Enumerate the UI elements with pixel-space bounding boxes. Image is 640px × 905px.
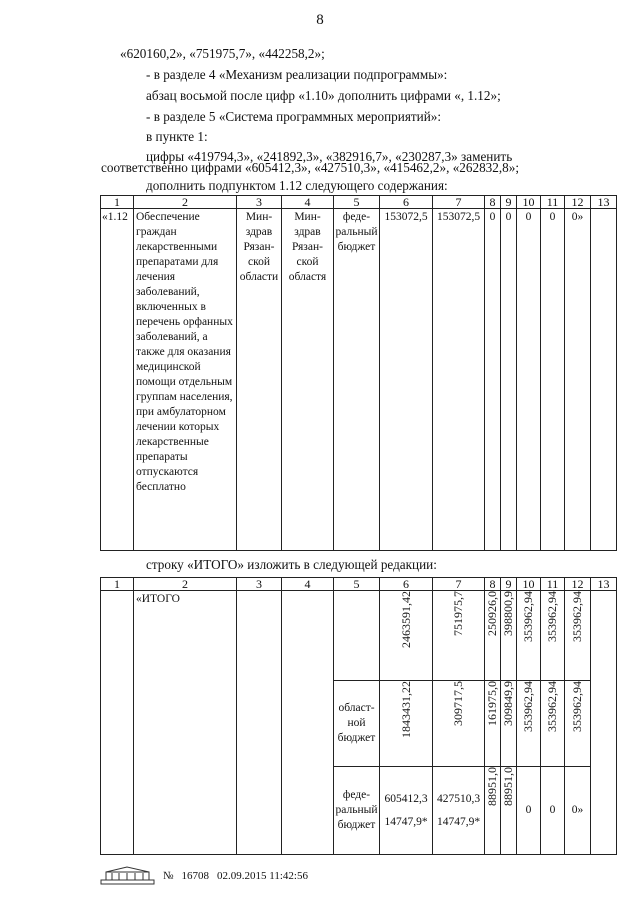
cell-year-value: 353962,94 xyxy=(545,681,559,732)
text-line-3: абзац восьмой после цифр «1.10» дополнить цифрами «, 1.12»; xyxy=(146,88,501,103)
col-header: 5 xyxy=(334,578,380,591)
cell-year-value: 0 xyxy=(541,767,565,855)
cell-year-value: 353962,94 xyxy=(570,591,584,642)
building-logo-icon xyxy=(100,866,155,886)
col-header: 2 xyxy=(134,578,237,591)
cell-empty xyxy=(591,591,617,855)
col-header: 6 xyxy=(380,196,433,209)
table-row-total xyxy=(101,591,617,681)
col-header: 8 xyxy=(485,196,501,209)
col-header: 4 xyxy=(282,578,334,591)
cell-itogo-title: «ИТОГО xyxy=(134,591,237,855)
cell-empty xyxy=(101,591,134,855)
table-subprogram-1-12 xyxy=(100,195,617,551)
col-header: 12 xyxy=(565,578,591,591)
text-line-5: в пункте 1: xyxy=(146,129,208,144)
col-header: 7 xyxy=(433,578,485,591)
cell-value-line: 14747,9* xyxy=(436,815,481,828)
col-header: 13 xyxy=(591,196,617,209)
cell-empty xyxy=(282,591,334,855)
col-header: 11 xyxy=(541,578,565,591)
cell-year-value: 0 xyxy=(517,767,541,855)
col-header: 5 xyxy=(334,196,380,209)
col-header: 2 xyxy=(134,196,237,209)
col-header: 8 xyxy=(485,578,501,591)
cell-year-value: 309849,9 xyxy=(501,681,515,726)
cell-total xyxy=(380,767,433,855)
col-header: 3 xyxy=(237,196,282,209)
col-header: 6 xyxy=(380,578,433,591)
col-header: 12 xyxy=(565,196,591,209)
text-line-8: дополнить подпунктом 1.12 следующего содержания: xyxy=(146,178,448,193)
col-header: 4 xyxy=(282,196,334,209)
cell-empty xyxy=(237,591,282,855)
cell-executor: Мин-здрав Рязан-ской области xyxy=(237,209,282,551)
cell-year-value: 0 xyxy=(485,209,501,551)
col-header: 10 xyxy=(517,196,541,209)
cell-value-line: 14747,9* xyxy=(384,815,428,828)
cell-year-value: 0 xyxy=(501,209,517,551)
text-line-4: - в разделе 5 «Система программных мероприятий»: xyxy=(146,109,442,124)
document-footer xyxy=(100,866,308,886)
cell-year-value: 0» xyxy=(565,209,591,551)
cell-year-value: 0» xyxy=(565,767,591,855)
cell-year-value: 88951,0 xyxy=(485,767,499,806)
col-header: 10 xyxy=(517,578,541,591)
text-line-6: цифры «419794,3», «241892,3», «382916,7», «230287,3» заменить xyxy=(146,149,513,164)
cell-year-value: 398800,9 xyxy=(501,591,515,636)
cell-year-value: 88951,0 xyxy=(501,767,515,806)
table-header-row xyxy=(101,578,617,591)
cell-year-value: 0 xyxy=(517,209,541,551)
col-header: 11 xyxy=(541,196,565,209)
text-line-7: соответственно цифрами «605412,3», «427510,3», «415462,2», «262832,8»; xyxy=(101,160,519,175)
document-number: 16708 xyxy=(181,870,209,882)
page-number: 8 xyxy=(316,12,324,28)
cell-year-value: 161975,0 xyxy=(485,681,499,726)
cell-measure-name: Обеспечение граждан лекарственными препаратами для лечения заболеваний, включенных в перечень орфанных заболеваний, а также для оказания медицинской помощи отдельным группам населения, при амбулаторном лечении которых лекарственные препараты отпускаются бесплатно xyxy=(134,209,237,551)
cell-year-value: 353962,94 xyxy=(570,681,584,732)
document-number-prefix: № xyxy=(163,870,174,882)
text-line-2: - в разделе 4 «Механизм реализации подпрограммы»: xyxy=(146,67,448,82)
cell-total: 1843431,22 xyxy=(398,681,413,738)
col-header: 13 xyxy=(591,578,617,591)
col-header: 7 xyxy=(433,196,485,209)
cell-year-value: 153072,5 xyxy=(433,209,485,551)
col-header: 1 xyxy=(101,578,134,591)
text-mid-line: строку «ИТОГО» изложить в следующей редакции: xyxy=(146,557,437,572)
cell-total: 153072,5 xyxy=(380,209,433,551)
cell-year-value: 353962,94 xyxy=(545,591,559,642)
cell-year-value: 250926,0 xyxy=(485,591,499,636)
cell-value-line: 427510,3 xyxy=(436,792,481,805)
cell-year-value: 751975,7 xyxy=(451,591,465,636)
text-line-1: «620160,2», «751975,7», «442258,2»; xyxy=(120,46,325,61)
table-itogo xyxy=(100,577,617,855)
table-header-row xyxy=(101,196,617,209)
table-row xyxy=(101,209,617,551)
cell-value-line: 605412,3 xyxy=(384,792,428,805)
col-header: 9 xyxy=(501,578,517,591)
document-timestamp: 02.09.2015 11:42:56 xyxy=(217,870,308,882)
cell-year-value: 353962,94 xyxy=(521,591,535,642)
cell-source: феде-ральный бюджет xyxy=(334,767,380,855)
cell-source: феде-ральный бюджет xyxy=(334,209,380,551)
cell-year-value: 353962,94 xyxy=(521,681,535,732)
cell-year-value xyxy=(433,767,485,855)
cell-item-number: «1.12 xyxy=(101,209,134,551)
cell-recipient: Мин-здрав Рязан-ской областя xyxy=(282,209,334,551)
cell-year-value: 0 xyxy=(541,209,565,551)
cell-year-value: 309717,5 xyxy=(451,681,465,726)
col-header: 9 xyxy=(501,196,517,209)
cell-source: област-ной бюджет xyxy=(334,681,380,767)
col-header: 1 xyxy=(101,196,134,209)
cell-empty xyxy=(591,209,617,551)
cell-source xyxy=(334,591,380,681)
col-header: 3 xyxy=(237,578,282,591)
cell-total: 2463591,42 xyxy=(398,591,413,648)
